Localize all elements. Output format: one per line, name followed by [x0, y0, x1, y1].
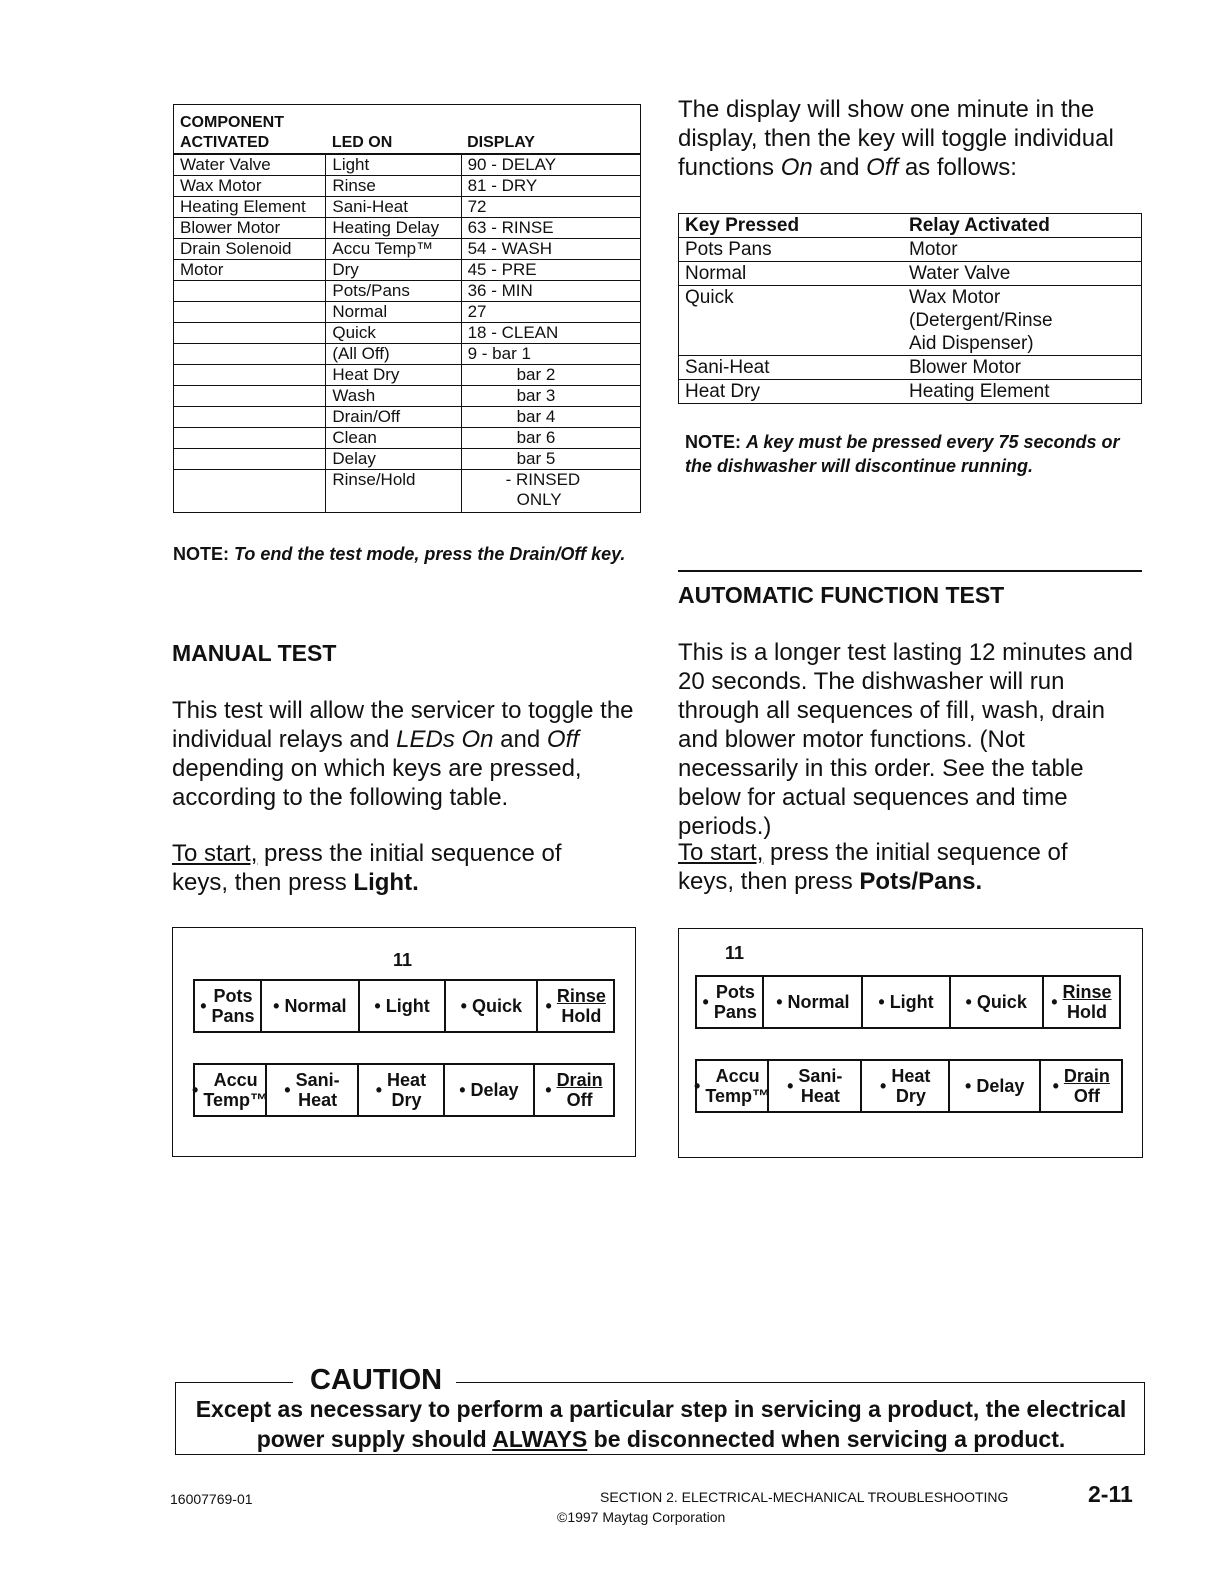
header-relay-activated: Relay Activated — [903, 214, 1142, 238]
table-row: Blower Motor Heating Delay 63 - RINSE — [174, 218, 641, 239]
table-row: Pots/Pans 36 - MIN — [174, 281, 641, 302]
section-divider — [678, 570, 1142, 572]
accu-temp-key[interactable]: • Accu Temp™ — [195, 1065, 267, 1115]
indicator-dot-icon: • — [880, 1076, 887, 1096]
indicator-dot-icon: • — [460, 996, 467, 1016]
table-row: Heat Dry bar 2 — [174, 365, 641, 386]
delay-key[interactable]: • Delay — [445, 1065, 535, 1115]
key-sequence-label: 11 — [393, 950, 413, 970]
rinse-hold-key[interactable]: • Rinse Hold — [545, 986, 606, 1026]
section-title: SECTION 2. ELECTRICAL-MECHANICAL TROUBLESHOOTING — [600, 1489, 1009, 1505]
heat-dry-key[interactable]: • Heat Dry — [359, 1065, 445, 1115]
table-row: Wax Motor Rinse 81 - DRY — [174, 176, 641, 197]
header-key-pressed: Key Pressed — [679, 214, 904, 238]
table-row: Rinse/Hold - RINSED ONLY — [174, 470, 641, 513]
keypad-row-bottom — [695, 1059, 1123, 1113]
table-row: Sani-Heat Blower Motor — [679, 356, 1142, 380]
rinse-hold-key[interactable]: • Rinse Hold — [1051, 982, 1112, 1022]
relay-table — [678, 213, 1142, 404]
quick-key[interactable]: • Quick — [446, 981, 538, 1031]
header-led-on: LED ON — [326, 105, 461, 155]
caution-title: CAUTION — [310, 1364, 443, 1396]
keypad-row-top — [193, 979, 615, 1033]
keypad-row-bottom — [193, 1063, 615, 1117]
keypad-row-top — [695, 975, 1121, 1029]
doc-number: 16007769-01 — [170, 1491, 253, 1507]
indicator-dot-icon: • — [694, 1076, 701, 1096]
drain-off-key[interactable]: • Drain Off — [1052, 1066, 1110, 1106]
page-number: 2-11 — [1088, 1481, 1133, 1507]
indicator-dot-icon: • — [545, 996, 552, 1016]
table-row: Quick 18 - CLEAN — [174, 323, 641, 344]
drain-off-key[interactable]: • Drain Off — [545, 1070, 603, 1110]
table-row: Pots Pans Motor — [679, 238, 1142, 262]
caution-text: Except as necessary to perform a particular step in servicing a product, the electrical power supply should ALWAYS be disconnected when servicing a product. — [195, 1396, 1127, 1452]
table-row: (All Off) 9 - bar 1 — [174, 344, 641, 365]
copyright: ©1997 Maytag Corporation — [557, 1509, 726, 1525]
table-row: Normal Water Valve — [679, 262, 1142, 286]
table-row: Drain/Off bar 4 — [174, 407, 641, 428]
component-table-body — [174, 154, 641, 513]
manual-test-start: To start, press the initial sequence of keys, then press Light. — [172, 840, 562, 896]
indicator-dot-icon: • — [702, 992, 709, 1012]
automatic-test-body: This is a longer test lasting 12 minutes and 20 seconds. The dishwasher will run through all sequences of fill, wash, drain and blower motor functions. (Not necessarily in this order. See the table below for actual sequences and time periods.) — [678, 639, 1133, 840]
quick-key[interactable]: • Quick — [951, 977, 1044, 1027]
keypad-diagram-automatic — [678, 928, 1143, 1158]
manual-test-body: This test will allow the servicer to toggle the individual relays and LEDs On and Off depending on which keys are pressed, according to the following table. — [172, 697, 634, 811]
relay-header-row — [679, 214, 1142, 238]
automatic-test-start: To start, press the initial sequence of keys, then press Pots/Pans. — [678, 839, 1068, 895]
note-test-mode: NOTE: To end the test mode, press the Drain/Off key. — [173, 544, 626, 564]
table-row: Heat Dry Heating Element — [679, 380, 1142, 404]
delay-key[interactable]: • Delay — [950, 1061, 1041, 1111]
note-key-press: NOTE: A key must be pressed every 75 seconds or the dishwasher will discontinue running. — [685, 432, 1120, 476]
automatic-test-heading: AUTOMATIC FUNCTION TEST — [678, 582, 1005, 608]
display-intro: The display will show one minute in the display, then the key will toggle individual functions On and Off as follows: — [678, 96, 1114, 181]
indicator-dot-icon: • — [545, 1080, 552, 1100]
light-key[interactable]: • Light — [360, 981, 446, 1031]
sani-heat-key[interactable]: • Sani- Heat — [769, 1061, 862, 1111]
indicator-dot-icon: • — [459, 1080, 466, 1100]
table-row: Motor Dry 45 - PRE — [174, 260, 641, 281]
header-component: COMPONENT ACTIVATED — [174, 105, 326, 155]
table-row: Quick Wax Motor (Detergent/Rinse Aid Dispenser) — [679, 286, 1142, 356]
indicator-dot-icon: • — [200, 996, 207, 1016]
sani-heat-key[interactable]: • Sani- Heat — [267, 1065, 359, 1115]
normal-key[interactable]: • Normal — [764, 977, 863, 1027]
table-row: Water Valve Light 90 - DELAY — [174, 154, 641, 176]
pots-pans-key[interactable]: • Pots Pans — [195, 981, 262, 1031]
indicator-dot-icon: • — [965, 992, 972, 1012]
accu-temp-key[interactable]: • Accu Temp™ — [697, 1061, 769, 1111]
indicator-dot-icon: • — [375, 1080, 383, 1100]
normal-key[interactable]: • Normal — [262, 981, 360, 1031]
header-display: DISPLAY — [461, 105, 640, 155]
indicator-dot-icon: • — [1051, 992, 1058, 1012]
indicator-dot-icon: • — [374, 996, 381, 1016]
indicator-dot-icon: • — [776, 992, 783, 1012]
light-key[interactable]: • Light — [863, 977, 950, 1027]
indicator-dot-icon: • — [192, 1080, 199, 1100]
table-header-row — [174, 105, 641, 155]
heat-dry-key[interactable]: • Heat Dry — [862, 1061, 950, 1111]
manual-test-heading: MANUAL TEST — [172, 640, 337, 666]
keypad-diagram-manual — [172, 927, 636, 1157]
pots-pans-key[interactable]: • Pots Pans — [697, 977, 764, 1027]
indicator-dot-icon: • — [965, 1076, 972, 1096]
key-sequence-label: 11 — [725, 943, 745, 963]
indicator-dot-icon: • — [273, 996, 280, 1016]
table-row: Normal 27 — [174, 302, 641, 323]
indicator-dot-icon: • — [878, 992, 885, 1012]
component-led-display-table — [173, 104, 641, 513]
table-row: Wash bar 3 — [174, 386, 641, 407]
table-row: Delay bar 5 — [174, 449, 641, 470]
indicator-dot-icon: • — [787, 1076, 794, 1096]
indicator-dot-icon: • — [284, 1080, 291, 1100]
indicator-dot-icon: • — [1052, 1076, 1059, 1096]
table-row: Clean bar 6 — [174, 428, 641, 449]
table-row: Drain Solenoid Accu Temp™ 54 - WASH — [174, 239, 641, 260]
table-row: Heating Element Sani-Heat 72 — [174, 197, 641, 218]
